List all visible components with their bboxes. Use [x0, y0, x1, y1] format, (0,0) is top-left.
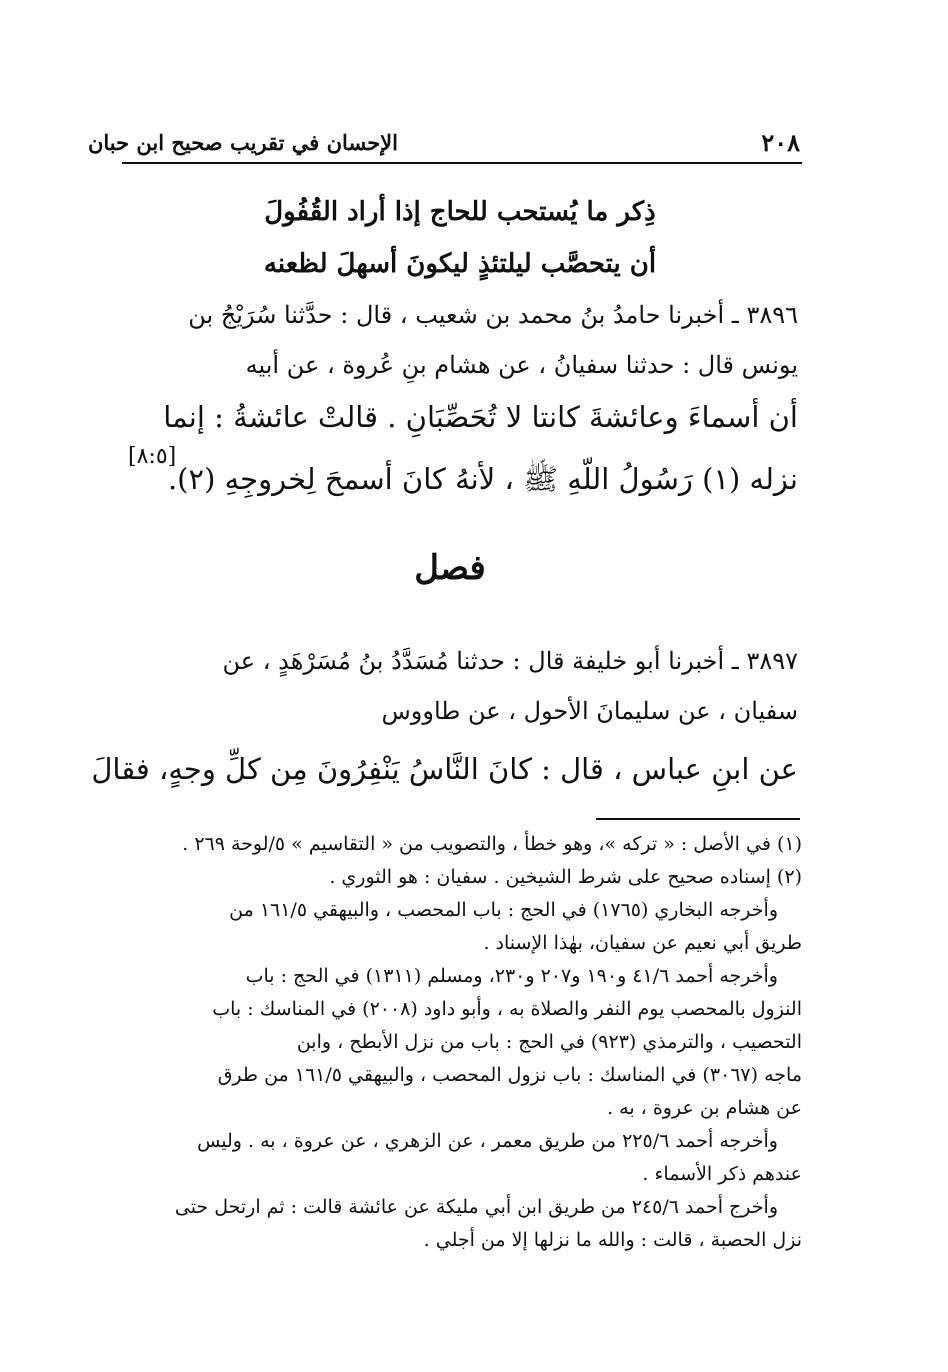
page-number: ٢٠٨: [761, 128, 800, 157]
chain-line: ٣٨٩٧ ـ أخبرنا أبو خليفة قال : حدثنا مُسَدَّدُ بنُ مُسَرْهَدٍ ، عن: [222, 647, 798, 675]
chain-line: يونس قال : حدثنا سفيانُ ، عن هشام بنِ عُروة ، عن أبيه: [245, 351, 798, 379]
hadith-3897-text: [91, 738, 798, 800]
footnotes: [126, 828, 802, 1257]
footnote-line: عن هشام بن عروة ، به .: [607, 1097, 802, 1119]
footnote-line: ماجه (٣٠٦٧) في المناسك : باب نزول المحصب ، والبيهقي ١٦١/٥ من طرق: [217, 1064, 802, 1086]
chapter-heading-line-1: ذِكر ما يُستحب للحاج إذا أراد القُفُولَ: [264, 197, 656, 227]
footnote-line: (١) في الأصل : « تركه »، وهو خطأ ، والتصويب من « التقاسيم » ٥/لوحة ٢٦٩ .: [182, 833, 802, 855]
hadith-text-line: نزله (١) رَسُولُ اللّهِ ﷺ ، لأنهُ كانَ أسمحَ لِخروجِهِ (٢).: [167, 462, 798, 496]
footnote-line: وأخرجه أحمد ٤١/٦ و١٩٠ و٢٠٧ و٢٣٠، ومسلم (١٣١١) في الحج : باب: [245, 965, 778, 987]
footnote-line: طريق أبي نعيم عن سفيان، بهٰذا الإسناد .: [483, 932, 802, 954]
running-header: [87, 122, 802, 164]
hadith-3897-chain: [128, 636, 798, 736]
chapter-heading: [180, 186, 740, 290]
footnote-line: نزل الحصبة ، قالت : والله ما نزلها إلا من أجلي .: [423, 1229, 802, 1251]
hadith-3896-text: [124, 386, 798, 510]
chain-line: سفيان ، عن سليمانَ الأحول ، عن طاووس: [381, 697, 798, 725]
section-heading: فصل: [414, 548, 486, 588]
hadith-text-line: أن أسماءَ وعائشةَ كانتا لا تُحَصِّبَانِ . قالتْ عائشةُ : إنما: [163, 400, 798, 434]
footnote-line: وأخرج أحمد ٢٤٥/٦ من طريق ابن أبي مليكة عن عائشة قالت : ثم ارتحل حتى: [174, 1196, 778, 1218]
hadith-3896-chain: [128, 290, 798, 390]
hadith-text-line: عن ابنِ عباس ، قال : كانَ النَّاسُ يَنْفِرُونَ مِن كلِّ وجهٍ، فقالَ: [91, 752, 798, 786]
footnote-line: وأخرجه أحمد ٢٢٥/٦ من طريق معمر ، عن الزهري ، عن عروة ، به . وليس: [197, 1130, 778, 1152]
chain-line: ٣٨٩٦ ـ أخبرنا حامدُ بنُ محمد بن شعيب ، قال : حدَّثنا سُرَيْجُ بن: [188, 301, 798, 329]
footnote-line: (٢) إسناده صحيح على شرط الشيخين . سفيان : هو الثوري .: [329, 866, 802, 888]
footnote-line: وأخرجه البخاري (١٧٦٥) في الحج : باب المحصب ، والبيهقي ١٦١/٥ من: [229, 899, 778, 921]
reference-code: [٨:٥]: [128, 444, 177, 469]
footnote-line: عندهم ذكر الأسماء .: [642, 1163, 802, 1185]
chapter-heading-line-2: أن يتحصَّب ليلتئذٍ ليكونَ أسهلَ لظعنه: [263, 249, 657, 279]
book-title: الإحسان في تقريب صحيح ابن حبان: [87, 130, 398, 155]
footnote-divider: [596, 818, 800, 820]
footnote-line: النزول بالمحصب يوم النفر والصلاة به ، وأبو داود (٢٠٠٨) في المناسك : باب: [212, 998, 802, 1020]
footnote-line: التحصيب ، والترمذي (٩٢٣) في الحج : باب من نزل الأبطح ، وابن: [296, 1031, 802, 1053]
